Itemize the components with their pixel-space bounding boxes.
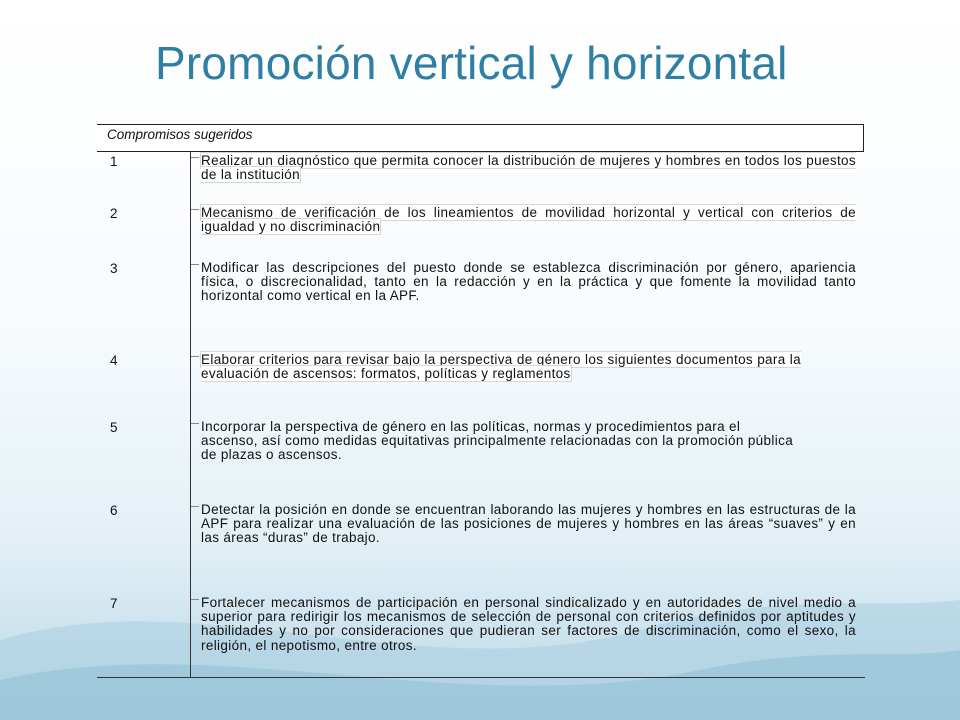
row-number: 5: [110, 420, 118, 435]
row-divider-tick: [191, 356, 199, 357]
row-divider-tick: [191, 264, 199, 265]
row-divider-tick: [191, 157, 199, 158]
compromisos-table: [97, 124, 865, 680]
row-number: 3: [110, 261, 118, 276]
row-divider-tick: [191, 506, 199, 507]
row-text: Mecanismo de verificación de los lineamientos de movilidad horizontal y vertical con criterios de igualdad y no discriminación: [201, 205, 856, 235]
page-title: Promoción vertical y horizontal: [155, 37, 788, 89]
row-divider-tick: [191, 209, 199, 210]
row-divider-tick: [191, 599, 199, 600]
table-header-label: Compromisos sugeridos: [107, 127, 253, 142]
row-text: Realizar un diagnóstico que permita conocer la distribución de mujeres y hombres en todos los puestos de la institución: [201, 153, 856, 183]
row-divider-tick: [191, 423, 199, 424]
table-bottom-line: [97, 677, 865, 678]
row-number: 6: [110, 503, 118, 518]
row-text: Detectar la posición en donde se encuentran laborando las mujeres y hombres en las estructuras de la APF para realizar una evaluación de las posiciones de mujeres y hombres en las áreas “suaves” y en las áreas “duras” de trabajo.: [201, 502, 856, 546]
row-number: 2: [110, 206, 118, 221]
row-number: 1: [110, 154, 118, 169]
row-number: 4: [110, 353, 118, 368]
row-text: Incorporar la perspectiva de género en las políticas, normas y procedimientos para el ascenso, así como medidas equitativas principalmente relacionadas con la promoción pública de plazas o ascensos.: [201, 419, 794, 463]
row-number: 7: [110, 596, 118, 611]
row-text: Fortalecer mecanismos de participación en personal sindicalizado y en autoridades de nivel medio a superior para redirigir los mecanismos de selección de personal con criterios definidos por aptitudes y habilidades y no por consideraciones que pudieran ser factores de discriminación, como el sexo, la religión, el nepotismo, entre otros.: [201, 595, 856, 653]
table-header: [97, 124, 864, 152]
row-text: Elaborar criterios para revisar bajo la perspectiva de género los siguientes documentos para la evaluación de ascensos: formatos, políticas y reglamentos: [201, 352, 801, 382]
row-text: Modificar las descripciones del puesto donde se establezca discriminación por género, apariencia física, o discrecionalidad, tanto en la redacción y en la práctica y que fomente la movilidad tanto horizontal como vertical en la APF.: [201, 260, 856, 304]
